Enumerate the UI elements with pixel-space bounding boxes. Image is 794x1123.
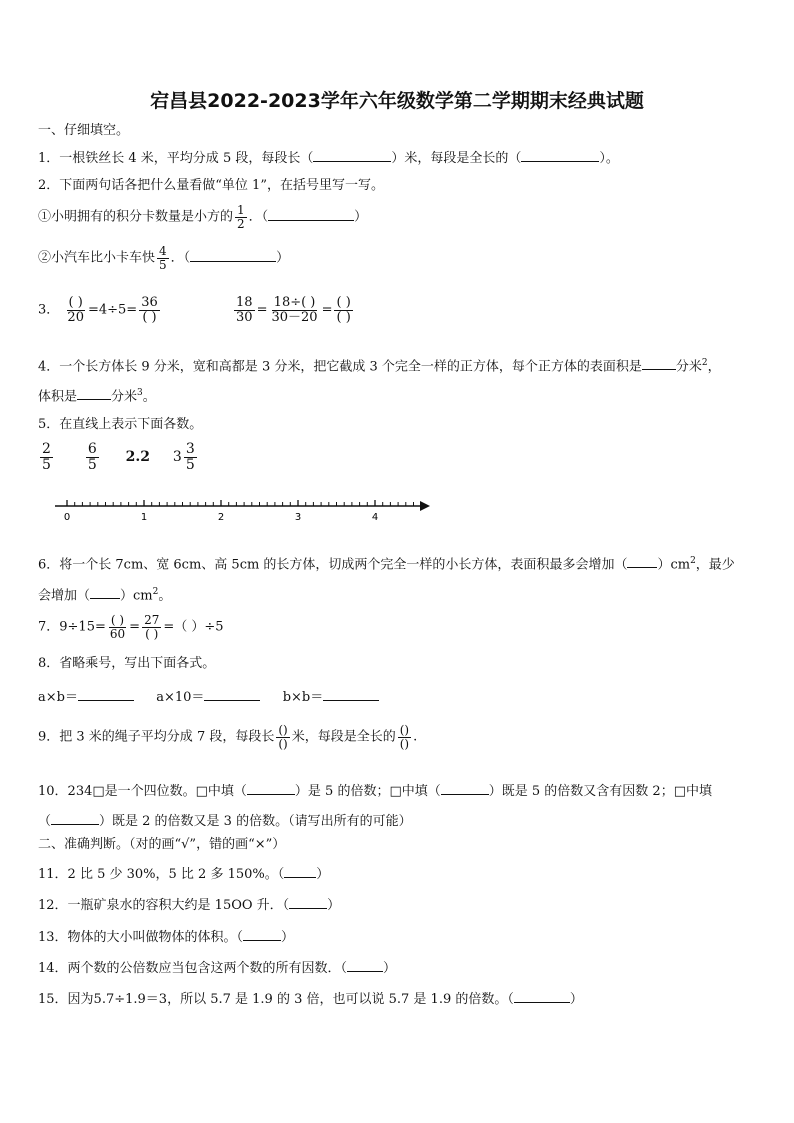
fraction[interactable]: $\frac{27}{( )}$ xyxy=(144,613,160,641)
answer-blank[interactable] xyxy=(204,686,260,701)
arrow-head-icon xyxy=(420,501,430,511)
number-line-labels xyxy=(64,512,378,523)
fraction: $\frac{18}{30}$ xyxy=(236,295,253,325)
question-14: 14．两个数的公倍数应当包含这两个数的所有因数．（ ） xyxy=(38,957,396,978)
answer-blank[interactable] xyxy=(627,553,657,568)
answer-blank[interactable] xyxy=(323,686,379,701)
question-10: 10．234□是一个四位数。□中填（ ）是 5 的倍数；□中填（ ）既是 5 的倍数又含有因数 2；□中填 xyxy=(38,780,712,801)
answer-blank[interactable] xyxy=(243,926,281,941)
math-expression: 5.7÷1.9＝3 xyxy=(93,992,168,1007)
fraction: $\frac{2}{5}$ xyxy=(42,441,51,473)
question-1: 1．一根铁丝长 4 米，平均分成 5 段，每段长（ ）米，每段是全长的（ ）。 xyxy=(38,147,619,168)
question-4: 4．一个长方体长 9 分米，宽和高都是 3 分米，把它截成 3 个完全一样的正方体，每个正方体的表面积是 分米$^2$， xyxy=(38,354,721,376)
fraction[interactable]: $\frac{18\div( )}{30-20}$ xyxy=(271,295,318,325)
answer-blank[interactable] xyxy=(51,810,99,825)
tick-label: 0 xyxy=(63,512,71,523)
section-heading-2: 二、准确判断。（对的画“√”，错的画“×”） xyxy=(38,837,286,852)
fraction: $\frac{3}{5}$ xyxy=(185,441,195,473)
q5-numbers: $\frac{2}{5}$ $\frac{6}{5}$ 2.2 3 $\frac{3}{5}$ xyxy=(42,441,195,473)
fraction: $\frac{4}{5}$ xyxy=(159,244,167,272)
tick-label: 3 xyxy=(294,512,302,523)
answer-blank[interactable] xyxy=(521,147,599,162)
question-13: 13．物体的大小叫做物体的体积。（ ） xyxy=(38,926,294,947)
decimal-value: 2.2 xyxy=(125,449,151,466)
question-6: 6．将一个长 7cm、宽 6cm、高 5cm 的长方体，切成两个完全一样的小长方体，表面积最多会增加（ ）$cm^2$，最少 xyxy=(38,552,735,574)
question-2: 2．下面两句话各把什么量看做“单位 1”，在括号里写一写。 xyxy=(38,178,384,193)
question-12: 12．一瓶矿泉水的容积大约是 15OO 升．（ ） xyxy=(38,894,340,915)
question-5: 5．在直线上表示下面各数。 xyxy=(38,417,203,432)
answer-blank[interactable] xyxy=(90,584,120,599)
answer-blank[interactable] xyxy=(284,863,316,878)
fraction: $\frac{6}{5}$ xyxy=(87,441,97,473)
answer-blank[interactable] xyxy=(77,385,111,400)
question-8: 8．省略乘号，写出下面各式。 xyxy=(38,656,216,671)
number-line-ticks xyxy=(67,500,414,506)
answer-blank[interactable] xyxy=(347,957,383,972)
question-6-cont: 会增加（ ）$cm^2$。 xyxy=(38,583,171,605)
answer-blank[interactable] xyxy=(289,894,327,909)
fraction[interactable]: $\frac{( )}{( )}$ xyxy=(336,295,351,325)
number-line[interactable] xyxy=(50,494,440,524)
answer-blank[interactable] xyxy=(642,355,676,370)
question-11: 11．2 比 5 少 30%，5 比 2 多 150%。（ ） xyxy=(38,863,329,884)
answer-blank[interactable] xyxy=(313,147,391,162)
answer-blank[interactable] xyxy=(247,780,295,795)
fraction[interactable]: $\frac{( )}{60}$ xyxy=(109,613,126,641)
tick-label: 1 xyxy=(140,512,148,523)
question-10-cont: （ ）既是 2 的倍数又是 3 的倍数。（请写出所有的可能） xyxy=(38,810,412,831)
fraction[interactable]: $\frac{36}{( )}$ xyxy=(141,295,158,325)
fraction: $\frac{1}{2}$ xyxy=(237,203,245,231)
section-heading-1: 一、仔细填空。 xyxy=(38,123,130,138)
question-9: 9．把 3 米的绳子平均分成 7 段，每段长 $\frac{()}{()}$ 米，每段是全长的 $\frac{()}{()}$ . xyxy=(38,723,418,751)
question-4-cont: 体积是 分米$^3$。 xyxy=(38,384,156,406)
question-2a: ①小明拥有的积分卡数量是小方的 $\frac{1}{2}$ ．（ ） xyxy=(38,203,368,231)
fraction[interactable]: $\frac{()}{()}$ xyxy=(278,723,288,751)
answer-blank[interactable] xyxy=(268,206,354,221)
question-8-items: a×b＝ a×10＝ b×b＝ xyxy=(38,686,379,707)
question-7: 7．9÷15= $\frac{( )}{60}$ = $\frac{27}{( )}$ =（ ）÷5 xyxy=(38,613,224,641)
answer-blank[interactable] xyxy=(514,988,570,1003)
answer-blank[interactable] xyxy=(441,780,489,795)
tick-label: 4 xyxy=(371,512,379,523)
question-2b: ②小汽车比小卡车快 $\frac{4}{5}$ ．（ ） xyxy=(38,244,290,272)
question-15: 15．因为5.7÷1.9＝3，所以 5.7 是 1.9 的 3 倍，也可以说 5.7 是 1.9 的倍数。（ ） xyxy=(38,988,583,1009)
fraction[interactable]: $\frac{()}{()}$ xyxy=(399,723,410,751)
fraction[interactable]: $\frac{( )}{20}$ xyxy=(67,295,84,325)
question-3: 3． $\frac{( )}{20}$ =4÷5= $\frac{36}{( )}$ $\frac{18}{30}$ = $\frac{18\div( )}{30-20}$ = $\frac{( )}{( )}$ xyxy=(38,295,351,325)
page-title: 宕昌县2022-2023学年六年级数学第二学期期末经典试题 xyxy=(150,90,644,112)
answer-blank[interactable] xyxy=(190,247,276,262)
answer-blank[interactable] xyxy=(78,686,134,701)
tick-label: 2 xyxy=(217,512,225,523)
